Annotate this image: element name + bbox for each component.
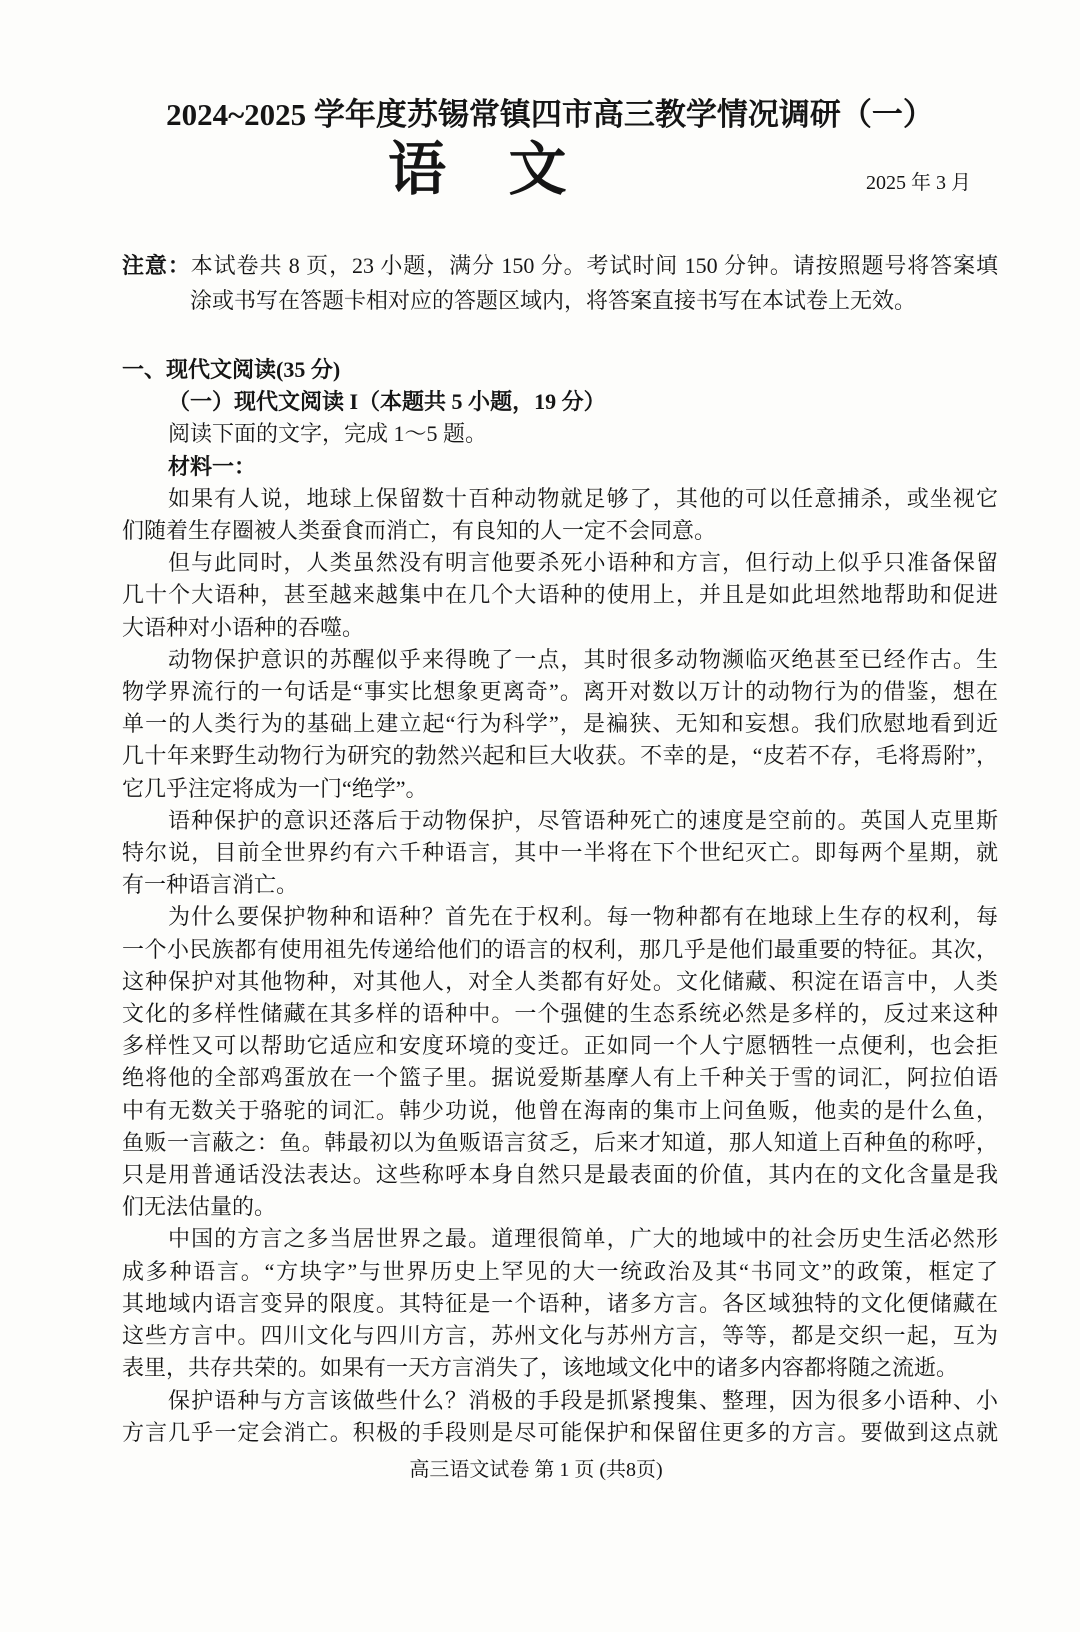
page-footer: 高三语文试卷 第 1 页 (共8页) bbox=[409, 1459, 663, 1481]
notice-line bbox=[122, 248, 998, 283]
paragraph-line: 绝将他的全部鸡蛋放在一个篮子里。据说爱斯基摩人有上千种关于雪的词汇，阿拉伯语 bbox=[122, 1065, 998, 1091]
paragraph-line: 几十年来野生动物行为研究的勃然兴起和巨大收获。不幸的是，“皮若不存，毛将焉附”， bbox=[122, 743, 998, 769]
paragraph-line: 但与此同时，人类虽然没有明言他要杀死小语种和方言，但行动上似乎只准备保留 bbox=[168, 550, 998, 576]
exam-notice bbox=[122, 248, 998, 318]
exam-title: 2024~2025 学年度苏锡常镇四市高三教学情况调研（一） bbox=[166, 97, 934, 132]
paragraph-line: 多样性又可以帮助它适应和安度环境的变迁。正如同一个人宁愿牺牲一点便利，也会拒 bbox=[122, 1033, 998, 1059]
paragraph-line: 有一种语言消亡。 bbox=[122, 872, 299, 898]
paragraph bbox=[122, 644, 998, 805]
material-text bbox=[122, 483, 998, 1449]
notice-line bbox=[122, 283, 998, 318]
paragraph-line: 如果有人说，地球上保留数十百种动物就足够了，其他的可以任意捕杀，或坐视它 bbox=[168, 485, 998, 511]
paragraph-line: 这种保护对其他物种，对其他人，对全人类都有好处。文化储藏、积淀在语言中，人类 bbox=[122, 968, 998, 994]
exam-date: 2025 年 3 月 bbox=[866, 172, 971, 194]
paragraph-line: 语种保护的意识还落后于动物保护，尽管语种死亡的速度是空前的。英国人克里斯 bbox=[168, 807, 998, 833]
paragraph-line: 其地域内语言变异的限度。其特征是一个语种，诸多方言。各区域独特的文化便储藏在 bbox=[122, 1290, 998, 1316]
paragraph-line: 这些方言中。四川文化与四川方言，苏州文化与苏州方言，等等，都是交织一起，互为 bbox=[122, 1323, 998, 1349]
paragraph-line: 特尔说，目前全世界约有六千种语言，其中一半将在下个世纪灭亡。即每两个星期，就 bbox=[122, 840, 998, 866]
paragraph-line: 中有无数关于骆驼的词汇。韩少功说，他曾在海南的集市上问鱼贩，他卖的是什么鱼， bbox=[122, 1097, 998, 1123]
notice-label: 注意： bbox=[122, 253, 191, 278]
paragraph-line: 几十个大语种，甚至越来越集中在几个大语种的使用上，并且是如此坦然地帮助和促进 bbox=[122, 582, 998, 608]
paragraph-line: 为什么要保护物种和语种？首先在于权利。每一物种都有在地球上生存的权利，每 bbox=[168, 904, 998, 930]
paragraph bbox=[122, 483, 998, 547]
paragraph-line: 一个小民族都有使用祖先传递给他们的语言的权利，那几乎是他们最重要的特征。其次， bbox=[122, 936, 998, 962]
paragraph bbox=[122, 1385, 998, 1449]
paragraph-line: 动物保护意识的苏醒似乎来得晚了一点，其时很多动物濒临灭绝甚至已经作古。生 bbox=[168, 646, 998, 672]
paragraph-line: 方言几乎一定会消亡。积极的手段则是尽可能保护和保留住更多的方言。要做到这点就 bbox=[122, 1419, 998, 1445]
notice-text: 本试卷共 8 页，23 小题，满分 150 分。考试时间 150 分钟。请按照题号将答案填 bbox=[190, 253, 998, 278]
paragraph-line: 表里，共存共荣的。如果有一天方言消失了，该地域文化中的诸多内容都将随之流逝。 bbox=[122, 1355, 959, 1381]
paragraph-line: 它几乎注定将成为一门“绝学”。 bbox=[122, 775, 428, 801]
paragraph-line: 成多种语言。“方块字”与世界历史上罕见的大一统政治及其“书同文”的政策，框定了 bbox=[122, 1258, 998, 1284]
reading-section bbox=[122, 354, 998, 1449]
section-heading: 一、现代文阅读(35 分) bbox=[122, 357, 341, 382]
paragraph bbox=[122, 805, 998, 902]
paragraph-line: 文化的多样性储藏在其多样的语种中。一个强健的生态系统必然是多样的，反过来这种 bbox=[122, 1001, 998, 1027]
paragraph bbox=[122, 901, 998, 1223]
reading-instruction: 阅读下面的文字，完成 1～5 题。 bbox=[168, 421, 488, 447]
paragraph-line: 物学界流行的一句话是“事实比想象更离奇”。离开对数以万计的动物行为的借鉴，想在 bbox=[122, 679, 998, 705]
paragraph-line: 保护语种与方言该做些什么？消极的手段是抓紧搜集、整理，因为很多小语种、小 bbox=[168, 1387, 998, 1413]
subject-title: 语 文 bbox=[388, 137, 567, 202]
paragraph-line: 单一的人类行为的基础上建立起“行为科学”，是褊狭、无知和妄想。我们欣慰地看到近 bbox=[122, 711, 998, 737]
notice-text: 涂或书写在答题卡相对应的答题区域内，将答案直接书写在本试卷上无效。 bbox=[190, 288, 917, 313]
paragraph-line: 们无法估量的。 bbox=[122, 1194, 277, 1220]
subsection-heading: （一）现代文阅读 I（本题共 5 小题，19 分） bbox=[168, 389, 606, 415]
material-label: 材料一： bbox=[168, 453, 257, 479]
paragraph-line: 们随着生存圈被人类蚕食而消亡，有良知的人一定不会同意。 bbox=[122, 518, 717, 544]
paragraph-line: 中国的方言之多当居世界之最。道理很简单，广大的地域中的社会历史生活必然形 bbox=[168, 1226, 998, 1252]
paragraph-line: 大语种对小语种的吞噬。 bbox=[122, 614, 365, 640]
paragraph bbox=[122, 1223, 998, 1384]
paragraph-line: 只是用普通话没法表达。这些称呼本身自然只是最表面的价值，其内在的文化含量是我 bbox=[122, 1162, 998, 1188]
paragraph-line: 鱼贩一言蔽之：鱼。韩最初以为鱼贩语言贫乏，后来才知道，那人知道上百种鱼的称呼， bbox=[122, 1129, 998, 1155]
paragraph bbox=[122, 547, 998, 644]
